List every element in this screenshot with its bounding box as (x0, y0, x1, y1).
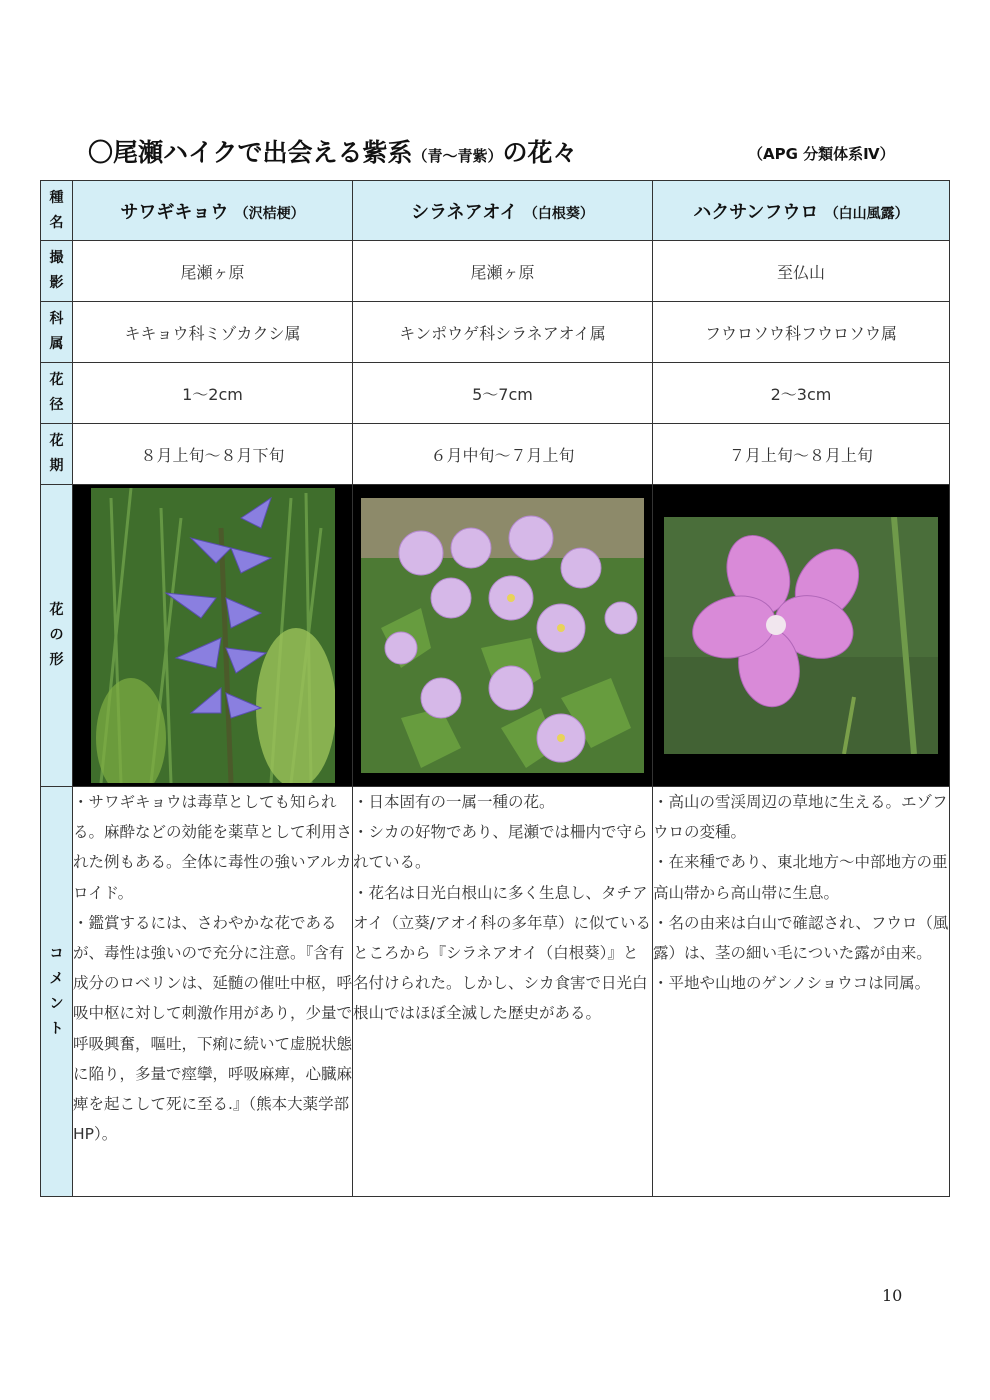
family-1: キンポウゲ科シラネアオイ属 (353, 302, 653, 363)
sawagikyo-photo (73, 485, 353, 787)
diameter-1: 5～7cm (353, 363, 653, 424)
flower-name-2: ハクサンフウロ （白山風露） (653, 181, 950, 241)
shiraneaoi-flower-icon (361, 498, 644, 773)
flower-name-0: サワギキョウ （沢桔梗） (73, 181, 353, 241)
page-number: 10 (882, 1286, 903, 1305)
comment-2: ・高山の雪渓周辺の草地に生える。エゾフウロの変種。 ・在来種であり、東北地方～中部地方の亜高山帯から高山帯に生息。 ・名の由来は白山で確認され、フウロ（風露）は、茎の細い毛についた露が由来。 ・平地や山地のゲンノショウコは同属。 (653, 787, 950, 1197)
comment-1: ・日本固有の一属一種の花。 ・シカの好物であり、尾瀬では柵内で守られている。 ・花名は日光白根山に多く生息し、タチアオイ（立葵/アオイ科の多年草）に似ているところから『シラネアオイ（白根葵）』と名付けられた。しかし、シカ食害で日光白根山ではほぼ全滅した歴史がある。 (353, 787, 653, 1197)
label-shape: 花 の 形 (41, 485, 73, 787)
shiraneaoi-photo (353, 485, 653, 787)
season-0: ８月上旬～８月下旬 (73, 424, 353, 485)
label-diameter: 花 径 (41, 363, 73, 424)
flower-table (40, 180, 950, 1197)
label-season: 花 期 (41, 424, 73, 485)
location-0: 尾瀬ヶ原 (73, 241, 353, 302)
location-1: 尾瀬ヶ原 (353, 241, 653, 302)
page-title: 〇尾瀬ハイクで出会える紫系（青～青紫）の花々 (88, 138, 578, 167)
label-comment: コ メ ン ト (41, 787, 73, 1197)
family-2: フウロソウ科フウロソウ属 (653, 302, 950, 363)
label-location: 撮 影 (41, 241, 73, 302)
location-2: 至仏山 (653, 241, 950, 302)
season-1: ６月中旬～７月上旬 (353, 424, 653, 485)
row-diameter (41, 363, 950, 424)
row-species (41, 181, 950, 241)
flower-name-1: シラネアオイ （白根葵） (353, 181, 653, 241)
sawagikyo-flower-icon (91, 488, 335, 783)
diameter-0: 1～2cm (73, 363, 353, 424)
hakusanfuuro-flower-icon (664, 517, 938, 754)
label-species: 種 名 (41, 181, 73, 241)
row-season (41, 424, 950, 485)
row-shape (41, 485, 950, 787)
label-family: 科 属 (41, 302, 73, 363)
family-0: キキョウ科ミゾカクシ属 (73, 302, 353, 363)
comment-0: ・サワギキョウは毒草としても知られる。麻酔などの効能を薬草として利用された例もある。全体に毒性の強いアルカロイド。 ・鑑賞するには、さわやかな花であるが、毒性は強いので充分に注意。『含有成分のロベリンは、延髄の催吐中枢，呼吸中枢に対して刺激作用があり，少量で呼吸興奮，嘔吐，下痢に続いて虚脱状態に陥り，多量で痙攣，呼吸麻痺，心臓麻痺を起こして死に至る.』（熊本大薬学部 HP）。 (73, 787, 353, 1197)
row-comment (41, 787, 950, 1197)
classification-note: （APG 分類体系Ⅳ） (748, 145, 895, 163)
row-family (41, 302, 950, 363)
hakusanfuuro-photo (653, 485, 950, 787)
row-location (41, 241, 950, 302)
diameter-2: 2～3cm (653, 363, 950, 424)
season-2: ７月上旬～８月上旬 (653, 424, 950, 485)
